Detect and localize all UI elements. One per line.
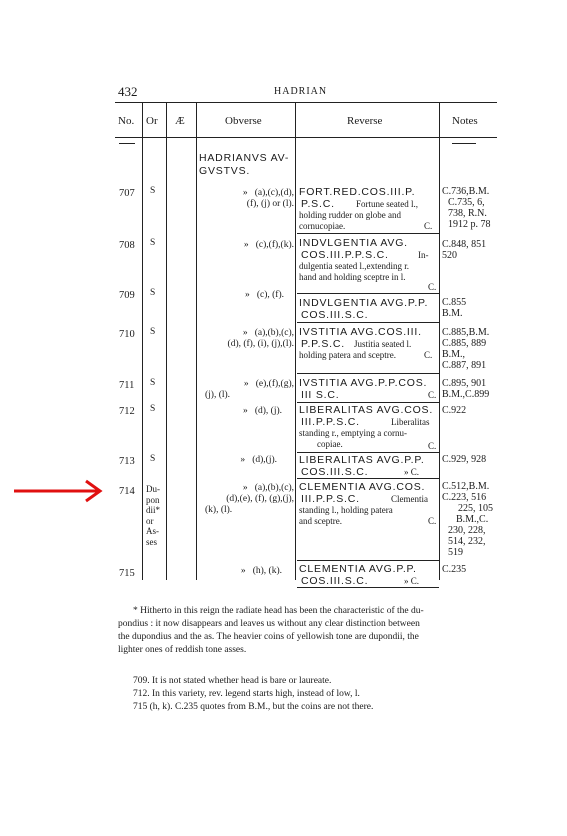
- row-713-reverse-legend: LIBERALITAS AVG.P.P.: [299, 454, 425, 466]
- row-707-note-3: 738, R.N.: [448, 208, 487, 219]
- row-708-note-2: 520: [442, 250, 457, 261]
- row-709-or: S: [150, 288, 156, 298]
- row-709-reverse-legend-2: COS.III.S.C.: [301, 309, 369, 321]
- row-713-reverse-legend-2: COS.III.S.C.: [301, 466, 369, 478]
- row-714-obverse-3: (k), (l).: [205, 505, 233, 515]
- row-712-reverse-desc-1: Liberalitas: [391, 417, 430, 427]
- row-714-no: 714: [119, 486, 135, 497]
- row-709-reverse-legend: INDVLGENTIA AVG.P.P.: [299, 297, 429, 309]
- row-712-note-1: C.922: [442, 405, 467, 416]
- footnote-star-line-2: pondius : it now disappears and leaves us without any clear distinction between: [118, 619, 420, 629]
- row-711-reverse-ref: C.: [428, 390, 437, 400]
- row-712-reverse-desc-2: standing r., emptying a cornu-: [299, 428, 407, 438]
- row-712-reverse-legend: LIBERALITAS AVG.COS.: [299, 404, 434, 416]
- row-707-obverse-2: (f), (j) or (l).: [246, 199, 294, 209]
- row-714-note-6: 514, 232,: [448, 536, 486, 547]
- row-711-separator: [297, 402, 439, 403]
- row-710-note-3: B.M.,: [442, 349, 466, 360]
- row-708-note-1: C.848, 851: [442, 239, 487, 250]
- row-714-obverse-1: » (a),(b),(c),: [242, 483, 294, 493]
- row-709-note-2: B.M.: [442, 308, 463, 319]
- row-714-reverse-desc-1: Clementia: [391, 494, 428, 504]
- row-707-or: S: [150, 186, 156, 196]
- header-obverse: Obverse: [225, 115, 262, 127]
- header-dash-no: [119, 143, 135, 144]
- red-arrow-icon: [14, 479, 104, 503]
- row-714-note-2: C.223, 516: [442, 492, 487, 503]
- row-710-reverse-legend: IVSTITIA AVG.COS.III.: [299, 326, 422, 338]
- row-708-reverse-ref: C.: [428, 282, 437, 292]
- row-710-reverse-desc-2: holding patera and sceptre.: [299, 350, 396, 360]
- row-711-obverse-1: » (e),(f),(g),: [243, 379, 294, 389]
- row-712-obverse-1: » (d), (j).: [242, 406, 282, 416]
- row-710-no: 710: [119, 329, 135, 340]
- row-713-separator: [297, 478, 439, 479]
- row-712-no: 712: [119, 406, 135, 417]
- row-710-reverse-legend-2: P.P.S.C.: [301, 338, 345, 350]
- row-715-separator: [297, 587, 439, 588]
- row-707-obverse-1: » (a),(c),(d),: [242, 188, 294, 198]
- obverse-legend-line-2: GVSTVS.: [199, 165, 251, 177]
- footnote-star-line-3: the dupondius and the as. The heavier coins of yellowish tone are dupondii, the: [118, 632, 419, 642]
- row-708-reverse-desc-3: hand and holding sceptre in l.: [299, 272, 406, 282]
- row-711-no: 711: [119, 380, 135, 391]
- row-708-reverse-legend: INDVLGENTIA AVG.: [299, 237, 408, 249]
- row-715-reverse-legend-2: COS.III.S.C.: [301, 575, 369, 587]
- row-712-reverse-legend-2: III.P.P.S.C.: [301, 416, 360, 428]
- footnote-star-line-1: * Hitherto in this reign the radiate head has been the characteristic of the du-: [133, 606, 424, 616]
- footnote-star-line-4: lighter ones of reddish tone asses.: [118, 645, 247, 655]
- page-number: 432: [118, 84, 138, 99]
- row-711-note-1: C.895, 901: [442, 378, 487, 389]
- row-710-note-2: C.885, 889: [442, 338, 487, 349]
- row-708-reverse-desc-2: dulgentia seated l.,extending r.: [299, 261, 409, 271]
- row-710-reverse-ref: C.: [424, 350, 433, 360]
- row-715-reverse-ref: » C.: [404, 576, 420, 586]
- row-714-note-3: 225, 105: [458, 503, 493, 514]
- row-707-separator: [297, 233, 439, 234]
- row-714-reverse-ref: C.: [428, 516, 437, 526]
- row-710-or: S: [150, 327, 156, 337]
- header-ae: Æ: [175, 115, 185, 127]
- obverse-legend-line-1: HADRIANVS AV-: [199, 152, 290, 164]
- col-divider-1: [142, 102, 143, 580]
- col-divider-3: [196, 102, 197, 580]
- row-707-reverse-ref: C.: [424, 221, 433, 231]
- row-708-reverse-legend-2: COS.III.P.P.S.C.: [301, 249, 389, 261]
- row-710-reverse-desc-1: Justitia seated l.: [354, 339, 412, 349]
- row-714-reverse-legend-2: III.P.P.S.C.: [301, 493, 360, 505]
- row-711-obverse-2: (j), (l).: [205, 390, 231, 400]
- row-709-no: 709: [119, 290, 135, 301]
- header-notes: Notes: [452, 115, 478, 127]
- row-710-obverse-1: » (a),(b),(c),: [242, 328, 294, 338]
- row-712-reverse-ref: C.: [428, 441, 437, 451]
- row-712-separator: [297, 452, 439, 453]
- row-714-reverse-legend: CLEMENTIA AVG.COS.: [299, 481, 426, 493]
- row-712-or: S: [150, 404, 156, 414]
- row-707-note-2: C.735, 6,: [448, 197, 485, 208]
- row-711-note-2: B.M.,C.899: [442, 389, 490, 400]
- row-713-obverse-1: » (d),(j).: [240, 455, 277, 465]
- row-707-reverse-desc-2: holding rudder on globe and: [299, 210, 401, 220]
- row-708-or: S: [150, 238, 156, 248]
- row-714-note-4: B.M.,C.: [456, 514, 489, 525]
- row-714-reverse-desc-2: standing l., holding patera: [299, 505, 393, 515]
- row-710-separator: [297, 373, 439, 374]
- row-709-separator: [297, 322, 439, 323]
- row-710-note-1: C.885,B.M.: [442, 327, 490, 338]
- row-711-or: S: [150, 378, 156, 388]
- row-715-obverse-1: » (h), (k).: [240, 566, 282, 576]
- col-divider-5: [439, 102, 440, 580]
- row-709-note-1: C.855: [442, 297, 467, 308]
- header-no: No.: [118, 115, 135, 127]
- header-reverse: Reverse: [347, 115, 383, 127]
- header-or: Or: [146, 115, 158, 127]
- col-divider-4: [295, 102, 296, 580]
- running-head: HADRIAN: [274, 86, 328, 97]
- footnote-712: 712. In this variety, rev. legend starts high, instead of low, l.: [133, 689, 360, 699]
- row-714-separator: [297, 560, 439, 561]
- row-714-obverse-2: (d),(e), (f), (g),(j),: [226, 494, 294, 504]
- row-707-reverse-desc-1: Fortune seated l.,: [356, 199, 418, 209]
- footnote-715: 715 (h, k). C.235 quotes from B.M., but the coins are not there.: [133, 702, 374, 712]
- row-715-no: 715: [119, 568, 135, 579]
- row-714-note-5: 230, 228,: [448, 525, 486, 536]
- row-707-no: 707: [119, 188, 135, 199]
- row-711-reverse-legend-2: III S.C.: [301, 389, 340, 401]
- col-divider-2: [166, 102, 167, 580]
- row-708-reverse-desc-1: In-: [418, 250, 429, 260]
- row-712-reverse-desc-3: copiae.: [317, 439, 343, 449]
- row-713-note-1: C.929, 928: [442, 454, 487, 465]
- header-dash-notes: [452, 143, 476, 144]
- row-714-or: Du- pon dii* or As- ses: [146, 484, 161, 547]
- row-708-no: 708: [119, 240, 135, 251]
- row-710-obverse-2: (d), (f), (i), (j),(l).: [227, 339, 294, 349]
- row-715-reverse-legend: CLEMENTIA AVG.P.P.: [299, 563, 417, 575]
- row-715-note-1: C.235: [442, 564, 467, 575]
- row-714-note-7: 519: [448, 547, 463, 558]
- row-707-reverse-desc-3: cornucopiae.: [299, 221, 346, 231]
- row-713-no: 713: [119, 456, 135, 467]
- row-710-note-4: C.887, 891: [442, 360, 487, 371]
- row-711-reverse-legend: IVSTITIA AVG.P.P.COS.: [299, 377, 428, 389]
- footnote-709: 709. It is not stated whether head is bare or laureate.: [133, 676, 332, 686]
- row-713-reverse-ref: » C.: [404, 467, 420, 477]
- row-707-reverse-legend: FORT.RED.COS.III.P.: [299, 186, 416, 198]
- row-707-note-1: C.736,B.M.: [442, 186, 490, 197]
- row-709-obverse-1: » (c), (f).: [244, 290, 284, 300]
- row-714-reverse-desc-3: and sceptre.: [299, 516, 342, 526]
- row-707-reverse-legend-2: P.S.C.: [301, 198, 335, 210]
- row-714-note-1: C.512,B.M.: [442, 481, 490, 492]
- row-708-obverse-1: » (c),(f),(k).: [243, 240, 294, 250]
- row-713-or: S: [150, 454, 156, 464]
- row-707-note-4: 1912 p. 78: [448, 219, 491, 230]
- row-708-separator: [297, 293, 439, 294]
